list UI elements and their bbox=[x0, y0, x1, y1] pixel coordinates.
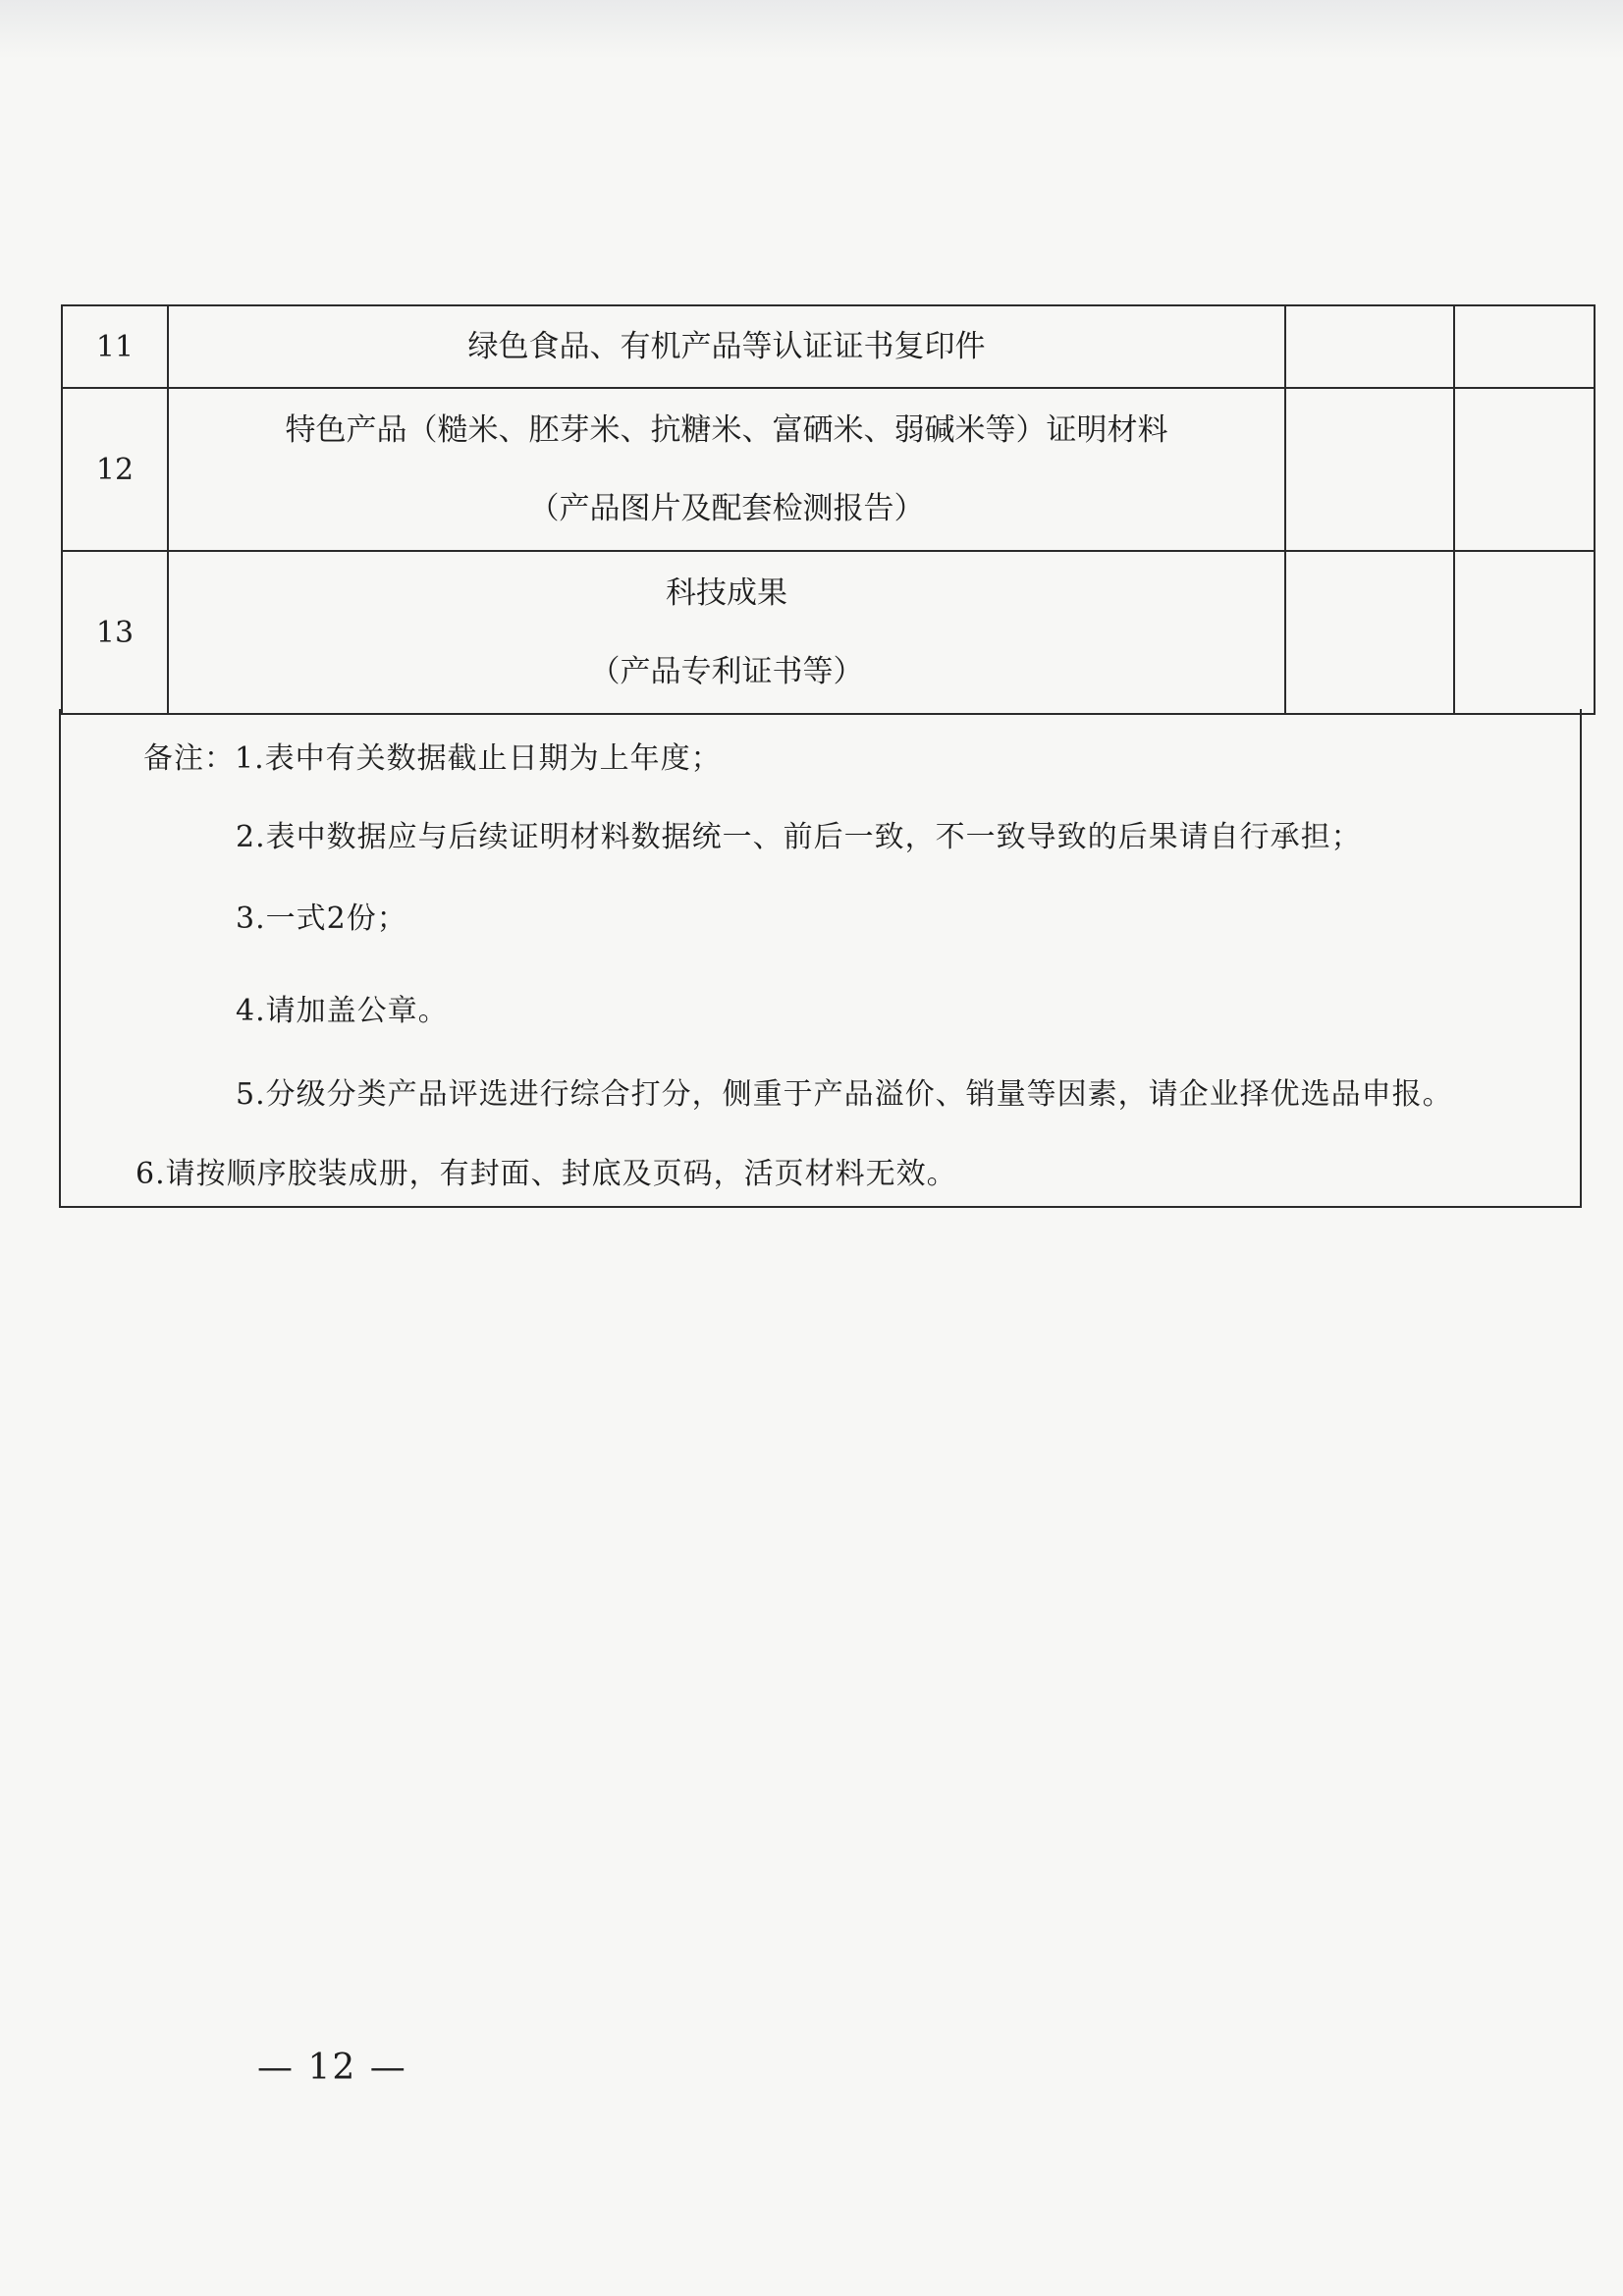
row-number: 12 bbox=[62, 388, 168, 551]
row-empty-cell bbox=[1285, 305, 1454, 388]
row-empty-cell bbox=[1454, 551, 1595, 714]
table-row bbox=[62, 551, 1595, 714]
note-1: 备注：1.表中有关数据截止日期为上年度； bbox=[143, 741, 722, 776]
row-number: 13 bbox=[62, 551, 168, 714]
row-empty-cell bbox=[1454, 305, 1595, 388]
item-subtext: （产品专利证书等） bbox=[589, 654, 864, 689]
row-empty-cell bbox=[1454, 388, 1595, 551]
scan-top-band bbox=[0, 0, 1623, 59]
materials-table bbox=[61, 304, 1596, 715]
table-row bbox=[62, 388, 1595, 551]
note-4: 4.请加盖公章。 bbox=[236, 994, 449, 1028]
item-text: 特色产品（糙米、胚芽米、抗糖米、富硒米、弱碱米等）证明材料 bbox=[285, 412, 1168, 448]
row-empty-cell bbox=[1285, 388, 1454, 551]
row-number: 11 bbox=[62, 305, 168, 388]
item-text: 绿色食品、有机产品等认证证书复印件 bbox=[467, 329, 986, 364]
note-2: 2.表中数据应与后续证明材料数据统一、前后一致，不一致导致的后果请自行承担； bbox=[236, 820, 1362, 854]
item-text: 科技成果 bbox=[666, 575, 787, 611]
table-row bbox=[62, 305, 1595, 388]
notes-box bbox=[59, 709, 1582, 1208]
item-subtext: （产品图片及配套检测报告） bbox=[528, 491, 925, 526]
row-empty-cell bbox=[1285, 551, 1454, 714]
note-3: 3.一式2份； bbox=[236, 902, 407, 936]
note-6: 6.请按顺序胶装成册，有封面、封底及页码，活页材料无效。 bbox=[135, 1157, 957, 1191]
note-5: 5.分级分类产品评选进行综合打分，侧重于产品溢价、销量等因素，请企业择优选品申报。 bbox=[236, 1077, 1453, 1112]
row-item-name bbox=[168, 388, 1285, 551]
row-item-name bbox=[168, 305, 1285, 388]
row-item-name bbox=[168, 551, 1285, 714]
page-number: — 12 — bbox=[257, 2048, 407, 2088]
